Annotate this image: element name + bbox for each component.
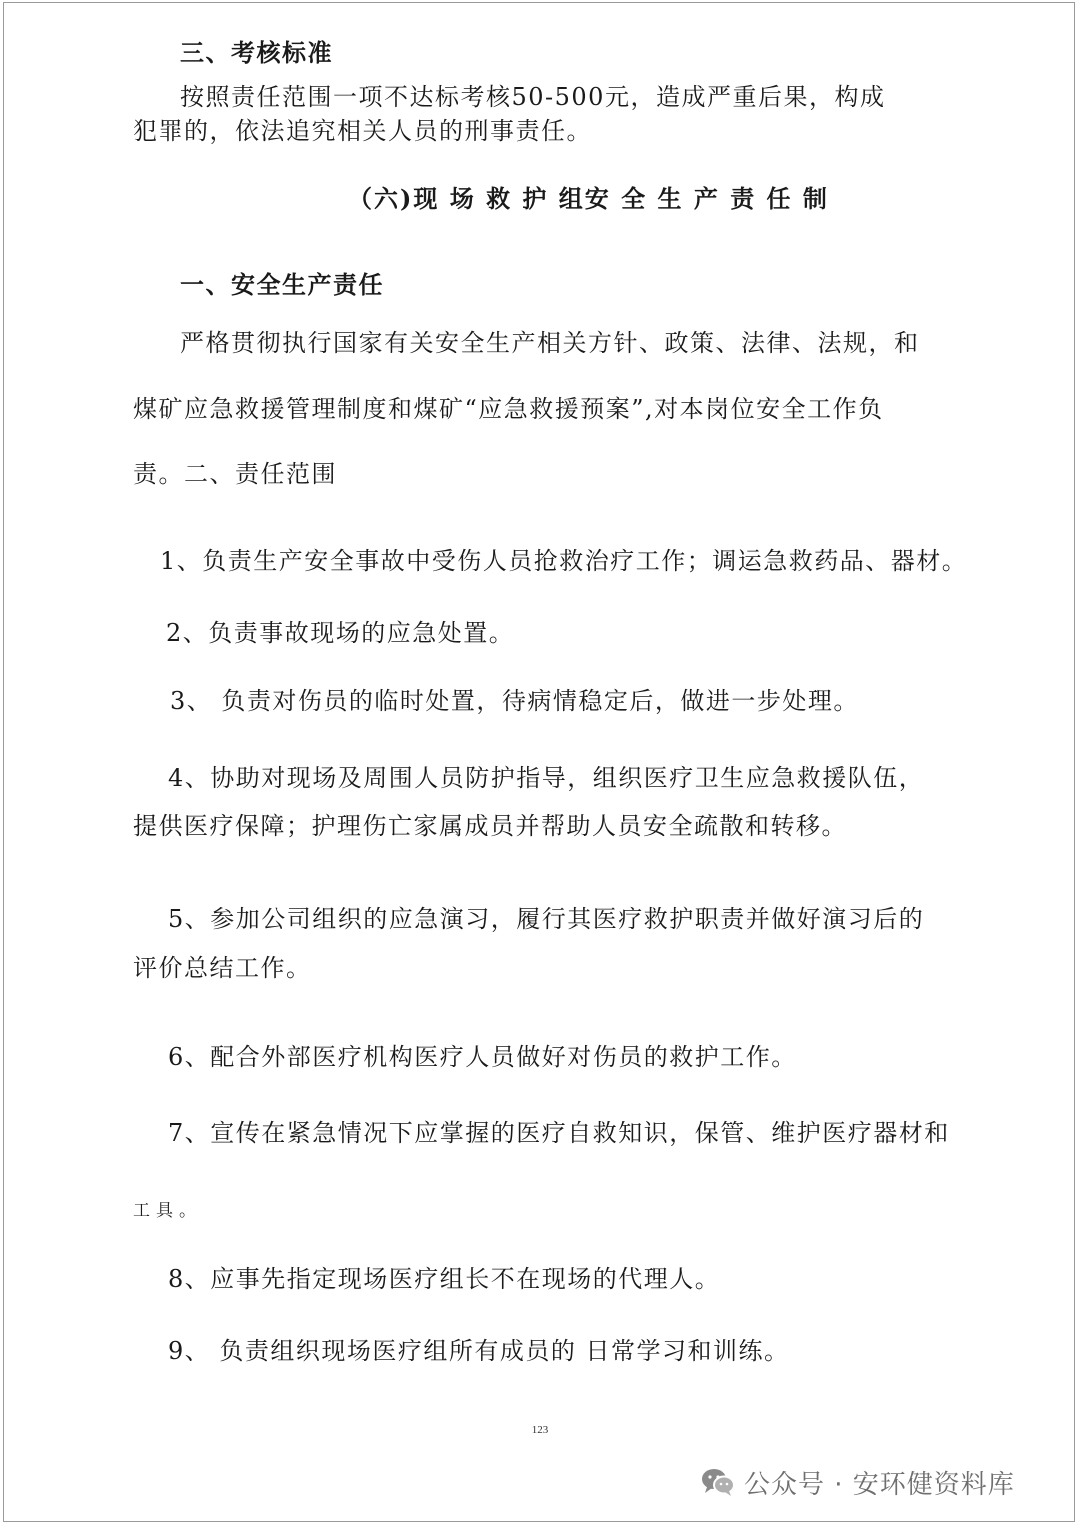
- list-item-9: 9、 负责组织现场医疗组所有成员的 日常学习和训练。: [168, 1337, 790, 1365]
- list-item-5-line1: 5、参加公司组织的应急演习，履行其医疗救护职责并做好演习后的: [168, 905, 925, 933]
- list-item-4-line2: 提供医疗保障；护理伤亡家属成员并帮助人员安全疏散和转移。: [133, 812, 847, 840]
- list-item-1: 1、负责生产安全事故中受伤人员抢救治疗工作；调运急救药品、器材。: [160, 547, 968, 575]
- section1-body-line3: 责。二、责任范围: [133, 460, 337, 488]
- section3-heading: 三、考核标准: [180, 38, 333, 67]
- list-item-8: 8、应事先指定现场医疗组长不在现场的代理人。: [168, 1265, 721, 1293]
- section1-body-line2: 煤矿应急救援管理制度和煤矿“应急救援预案”,对本岗位安全工作负: [133, 395, 884, 423]
- section1-body-line1: 严格贯彻执行国家有关安全生产相关方针、政策、法律、法规，和: [180, 329, 920, 357]
- page-number: 123: [531, 1424, 549, 1436]
- wechat-icon: [700, 1466, 736, 1498]
- section3-body-line2: 犯罪的，依法追究相关人员的刑事责任。: [133, 117, 592, 145]
- document-title: （六)现 场 救 护 组安 全 生 产 责 任 制: [348, 184, 829, 213]
- section3-body-line1: 按照责任范围一项不达标考核50-500元，造成严重后果，构成: [180, 83, 886, 111]
- list-item-2: 2、负责事故现场的应急处置。: [166, 619, 515, 647]
- watermark: [700, 1462, 1015, 1502]
- watermark-label: 公众号 · 安环健资料库: [744, 1469, 1015, 1500]
- list-item-3: 3、 负责对伤员的临时处置，待病情稳定后，做进一步处理。: [170, 687, 859, 715]
- list-item-4-line1: 4、协助对现场及周围人员防护指导，组织医疗卫生应急救援队伍，: [168, 764, 925, 792]
- page-frame: [3, 2, 1075, 1522]
- list-item-5-line2: 评价总结工作。: [133, 954, 312, 982]
- section1-heading: 一、安全生产责任: [180, 270, 384, 299]
- list-item-6: 6、配合外部医疗机构医疗人员做好对伤员的救护工作。: [168, 1043, 797, 1071]
- list-item-7-line1: 7、宣传在紧急情况下应掌握的医疗自救知识，保管、维护医疗器材和: [168, 1119, 950, 1147]
- list-item-7-line2: 工具。: [133, 1201, 202, 1221]
